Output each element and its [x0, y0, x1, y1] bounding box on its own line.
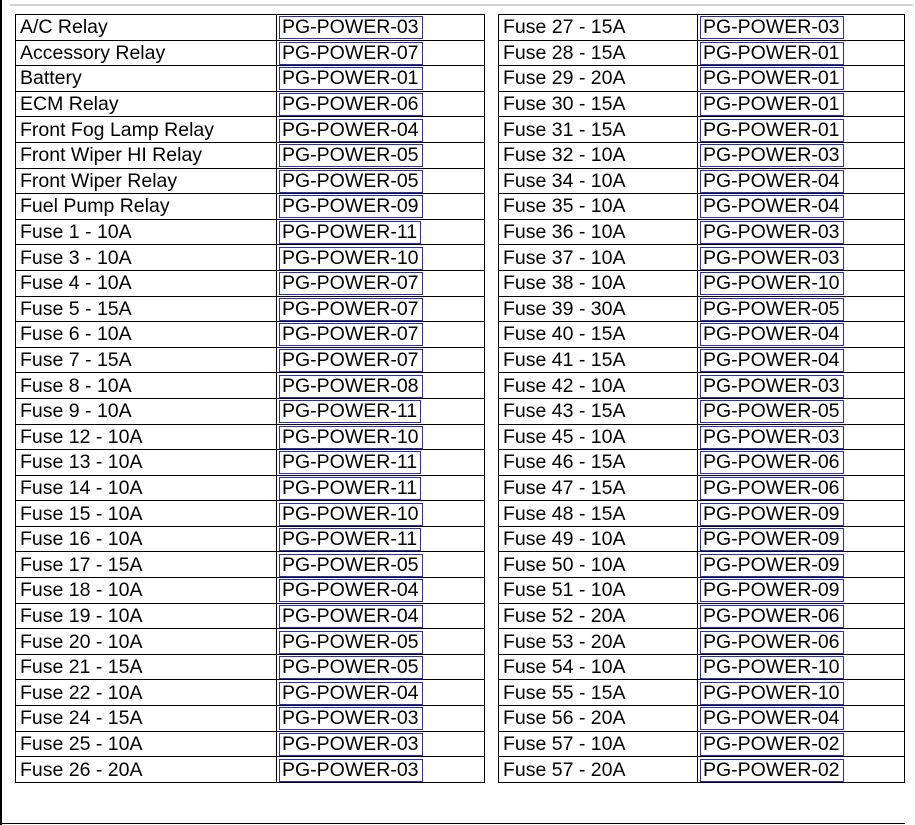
page-ref-link[interactable]: PG-POWER-11	[279, 477, 421, 500]
table-row	[16, 296, 485, 322]
component-name: Fuse 14 - 10A	[16, 475, 277, 501]
table-row	[499, 270, 905, 296]
component-name: Fuse 15 - 10A	[16, 501, 277, 527]
page-ref-link[interactable]: PG-POWER-05	[700, 400, 844, 423]
table-row	[499, 629, 905, 655]
page-ref-cell	[698, 219, 905, 245]
page-ref-link[interactable]: PG-POWER-07	[279, 323, 423, 346]
component-name: Fuse 34 - 10A	[499, 168, 698, 194]
page-ref-cell	[277, 706, 485, 732]
page-ref-link[interactable]: PG-POWER-06	[279, 93, 423, 116]
page-ref-cell	[277, 66, 485, 92]
component-name: ECM Relay	[16, 91, 277, 117]
index-table-left	[15, 14, 485, 814]
component-name: Fuse 51 - 10A	[499, 578, 698, 604]
page-ref-link[interactable]: PG-POWER-03	[279, 16, 423, 39]
page-ref-link[interactable]: PG-POWER-05	[279, 144, 423, 167]
page-ref-cell	[277, 142, 485, 168]
page-ref-cell	[277, 15, 485, 41]
page-ref-link[interactable]: PG-POWER-04	[700, 707, 844, 730]
table-row	[16, 270, 485, 296]
table-row	[499, 142, 905, 168]
component-name: Fuse 52 - 20A	[499, 603, 698, 629]
page-ref-link[interactable]: PG-POWER-09	[279, 195, 423, 218]
table-row	[16, 322, 485, 348]
component-name: Front Fog Lamp Relay	[16, 117, 277, 143]
page-ref-link[interactable]: PG-POWER-09	[700, 528, 844, 551]
page-ref-link[interactable]: PG-POWER-05	[700, 298, 844, 321]
table-row	[499, 578, 905, 604]
component-name: Fuse 49 - 10A	[499, 526, 698, 552]
page-ref-cell	[698, 552, 905, 578]
page-ref-cell	[698, 117, 905, 143]
page-ref-cell	[277, 245, 485, 271]
table-row	[499, 731, 905, 757]
page-ref-link[interactable]: PG-POWER-05	[279, 554, 423, 577]
table-row	[499, 501, 905, 527]
page-ref-link[interactable]: PG-POWER-03	[700, 221, 844, 244]
bottom-border	[0, 823, 905, 824]
table-row	[499, 680, 905, 706]
table-row	[16, 603, 485, 629]
page-ref-link[interactable]: PG-POWER-03	[279, 707, 423, 730]
page-ref-cell	[277, 450, 485, 476]
page-ref-link[interactable]: PG-POWER-06	[700, 477, 844, 500]
component-name: Fuse 31 - 15A	[499, 117, 698, 143]
page-ref-cell	[698, 526, 905, 552]
component-name: A/C Relay	[16, 15, 277, 41]
component-name: Fuse 54 - 10A	[499, 654, 698, 680]
table-row	[16, 706, 485, 732]
page-ref-cell	[698, 296, 905, 322]
component-name: Fuse 13 - 10A	[16, 450, 277, 476]
table-row	[499, 706, 905, 732]
component-name: Fuse 57 - 10A	[499, 731, 698, 757]
page-ref-cell	[698, 629, 905, 655]
index-table-right	[498, 14, 905, 814]
component-name: Front Wiper HI Relay	[16, 142, 277, 168]
page-ref-cell	[277, 654, 485, 680]
page-ref-cell	[698, 475, 905, 501]
component-name: Fuse 56 - 20A	[499, 706, 698, 732]
page-ref-link[interactable]: PG-POWER-03	[700, 247, 844, 270]
table-row	[499, 373, 905, 399]
component-name: Fuse 9 - 10A	[16, 398, 277, 424]
page-ref-cell	[277, 603, 485, 629]
page-ref-cell	[698, 680, 905, 706]
page-ref-cell	[277, 270, 485, 296]
component-name: Fuse 55 - 15A	[499, 680, 698, 706]
page-ref-link[interactable]: PG-POWER-08	[279, 375, 423, 398]
table-row	[499, 398, 905, 424]
component-name: Fuse 57 - 20A	[499, 757, 698, 783]
component-name: Fuse 25 - 10A	[16, 731, 277, 757]
table-row	[16, 117, 485, 143]
page-ref-link[interactable]: PG-POWER-07	[279, 298, 423, 321]
component-name: Fuse 7 - 15A	[16, 347, 277, 373]
table-row	[16, 219, 485, 245]
page-ref-cell	[698, 66, 905, 92]
component-name: Fuse 18 - 10A	[16, 578, 277, 604]
page-ref-link[interactable]: PG-POWER-10	[279, 503, 423, 526]
page-ref-link[interactable]: PG-POWER-03	[700, 144, 844, 167]
table-row	[16, 15, 485, 41]
table-row	[499, 219, 905, 245]
page-ref-link[interactable]: PG-POWER-03	[700, 375, 844, 398]
page-ref-link[interactable]: PG-POWER-04	[279, 682, 423, 705]
page-ref-cell	[277, 629, 485, 655]
table-row	[16, 475, 485, 501]
page-ref-link[interactable]: PG-POWER-01	[700, 67, 844, 90]
component-name: Fuse 30 - 15A	[499, 91, 698, 117]
component-name: Fuse 40 - 15A	[499, 322, 698, 348]
page-ref-link[interactable]: PG-POWER-10	[279, 426, 423, 449]
table-row	[16, 757, 485, 783]
page-ref-cell	[277, 578, 485, 604]
table-row	[499, 654, 905, 680]
page-ref-cell	[698, 91, 905, 117]
table-row	[499, 322, 905, 348]
component-name: Fuse 16 - 10A	[16, 526, 277, 552]
page-ref-link[interactable]: PG-POWER-07	[279, 349, 423, 372]
component-name: Fuse 1 - 10A	[16, 219, 277, 245]
component-name: Fuse 41 - 15A	[499, 347, 698, 373]
page-ref-cell	[277, 552, 485, 578]
page-ref-link[interactable]: PG-POWER-09	[700, 503, 844, 526]
page-ref-cell	[277, 168, 485, 194]
page-ref-cell	[277, 296, 485, 322]
table-row	[499, 91, 905, 117]
page-ref-link[interactable]: PG-POWER-01	[700, 42, 844, 65]
page-ref-cell	[277, 373, 485, 399]
component-name: Fuse 39 - 30A	[499, 296, 698, 322]
component-name: Fuse 38 - 10A	[499, 270, 698, 296]
index-table	[498, 14, 905, 783]
page-ref-cell	[277, 475, 485, 501]
component-name: Fuse 42 - 10A	[499, 373, 698, 399]
page-ref-link[interactable]: PG-POWER-03	[700, 426, 844, 449]
table-row	[16, 731, 485, 757]
page-ref-link[interactable]: PG-POWER-07	[279, 272, 423, 295]
table-row	[16, 501, 485, 527]
page-ref-cell	[698, 194, 905, 220]
page-ref-link[interactable]: PG-POWER-09	[700, 579, 844, 602]
table-row	[499, 66, 905, 92]
table-row	[16, 142, 485, 168]
page-ref-cell	[698, 398, 905, 424]
table-row	[16, 347, 485, 373]
page-ref-link[interactable]: PG-POWER-04	[279, 605, 423, 628]
table-row	[16, 245, 485, 271]
page-ref-cell	[698, 450, 905, 476]
component-name: Fuse 50 - 10A	[499, 552, 698, 578]
page-ref-link[interactable]: PG-POWER-03	[279, 759, 423, 782]
table-row	[499, 450, 905, 476]
page-ref-cell	[277, 219, 485, 245]
table-row	[16, 654, 485, 680]
component-name: Fuse 48 - 15A	[499, 501, 698, 527]
component-name: Front Wiper Relay	[16, 168, 277, 194]
page-ref-link[interactable]: PG-POWER-06	[700, 631, 844, 654]
page-ref-cell	[698, 424, 905, 450]
page-ref-link[interactable]: PG-POWER-09	[700, 554, 844, 577]
page-ref-link[interactable]: PG-POWER-04	[700, 323, 844, 346]
component-name: Fuse 47 - 15A	[499, 475, 698, 501]
page-ref-cell	[277, 40, 485, 66]
component-name: Fuel Pump Relay	[16, 194, 277, 220]
page-ref-cell	[698, 245, 905, 271]
page-ref-link[interactable]: PG-POWER-02	[700, 759, 844, 782]
page-ref-cell	[698, 40, 905, 66]
table-row	[16, 40, 485, 66]
page-ref-link[interactable]: PG-POWER-05	[279, 656, 423, 679]
component-name: Fuse 35 - 10A	[499, 194, 698, 220]
page-ref-cell	[698, 603, 905, 629]
component-name: Fuse 36 - 10A	[499, 219, 698, 245]
page-ref-cell	[277, 424, 485, 450]
page-ref-link[interactable]: PG-POWER-05	[279, 170, 423, 193]
page-ref-cell	[277, 526, 485, 552]
page-ref-link[interactable]: PG-POWER-03	[279, 733, 423, 756]
page-ref-cell	[277, 731, 485, 757]
table-row	[16, 194, 485, 220]
top-divider	[10, 4, 913, 6]
table-row	[499, 552, 905, 578]
page-ref-link[interactable]: PG-POWER-10	[700, 656, 844, 679]
table-row	[499, 603, 905, 629]
page-ref-cell	[698, 347, 905, 373]
table-row	[16, 578, 485, 604]
page-ref-link[interactable]: PG-POWER-11	[279, 451, 421, 474]
component-name: Fuse 37 - 10A	[499, 245, 698, 271]
page-ref-cell	[698, 15, 905, 41]
page-ref-cell	[698, 731, 905, 757]
page-ref-link[interactable]: PG-POWER-04	[279, 579, 423, 602]
table-row	[499, 526, 905, 552]
page-ref-cell	[698, 373, 905, 399]
page-ref-cell	[277, 194, 485, 220]
page-ref-link[interactable]: PG-POWER-11	[279, 528, 421, 551]
component-name: Fuse 24 - 15A	[16, 706, 277, 732]
page-ref-link[interactable]: PG-POWER-06	[700, 605, 844, 628]
component-name: Fuse 19 - 10A	[16, 603, 277, 629]
component-name: Fuse 43 - 15A	[499, 398, 698, 424]
page-ref-cell	[698, 706, 905, 732]
component-name: Fuse 3 - 10A	[16, 245, 277, 271]
component-name: Fuse 27 - 15A	[499, 15, 698, 41]
page-ref-cell	[698, 270, 905, 296]
page-ref-link[interactable]: PG-POWER-11	[279, 221, 421, 244]
component-name: Fuse 21 - 15A	[16, 654, 277, 680]
component-name: Fuse 29 - 20A	[499, 66, 698, 92]
component-name: Fuse 26 - 20A	[16, 757, 277, 783]
page-ref-cell	[277, 398, 485, 424]
table-row	[499, 475, 905, 501]
component-name: Fuse 12 - 10A	[16, 424, 277, 450]
page-ref-cell	[698, 578, 905, 604]
page-ref-link[interactable]: PG-POWER-04	[700, 349, 844, 372]
table-row	[16, 552, 485, 578]
page-ref-link[interactable]: PG-POWER-01	[700, 93, 844, 116]
page-ref-link[interactable]: PG-POWER-07	[279, 42, 423, 65]
page-ref-link[interactable]: PG-POWER-04	[700, 195, 844, 218]
page-ref-cell	[698, 168, 905, 194]
table-row	[16, 680, 485, 706]
page-ref-link[interactable]: PG-POWER-11	[279, 400, 421, 423]
table-row	[16, 629, 485, 655]
component-name: Fuse 20 - 10A	[16, 629, 277, 655]
page-ref-link[interactable]: PG-POWER-04	[279, 119, 423, 142]
table-row	[499, 194, 905, 220]
page-ref-link[interactable]: PG-POWER-02	[700, 733, 844, 756]
page-ref-cell	[698, 322, 905, 348]
page-ref-link[interactable]: PG-POWER-10	[279, 247, 423, 270]
table-row	[499, 424, 905, 450]
component-name: Fuse 8 - 10A	[16, 373, 277, 399]
table-row	[16, 424, 485, 450]
page-ref-link[interactable]: PG-POWER-10	[700, 272, 844, 295]
component-name: Fuse 46 - 15A	[499, 450, 698, 476]
component-name: Fuse 45 - 10A	[499, 424, 698, 450]
component-name: Accessory Relay	[16, 40, 277, 66]
page-ref-cell	[698, 654, 905, 680]
table-row	[16, 450, 485, 476]
component-name: Fuse 6 - 10A	[16, 322, 277, 348]
page-ref-link[interactable]: PG-POWER-06	[700, 451, 844, 474]
table-row	[499, 347, 905, 373]
component-name: Fuse 5 - 15A	[16, 296, 277, 322]
table-row	[16, 168, 485, 194]
page-ref-link[interactable]: PG-POWER-10	[700, 682, 844, 705]
table-row	[16, 66, 485, 92]
index-table	[15, 14, 485, 783]
page-ref-link[interactable]: PG-POWER-03	[700, 16, 844, 39]
page-ref-cell	[277, 347, 485, 373]
table-row	[499, 296, 905, 322]
table-row	[16, 91, 485, 117]
table-row	[499, 15, 905, 41]
table-row	[16, 373, 485, 399]
left-border	[0, 0, 2, 825]
page-ref-link[interactable]: PG-POWER-04	[700, 170, 844, 193]
page-ref-cell	[277, 117, 485, 143]
page-ref-link[interactable]: PG-POWER-05	[279, 631, 423, 654]
table-row	[16, 398, 485, 424]
table-row	[16, 526, 485, 552]
page-ref-cell	[277, 680, 485, 706]
component-name: Fuse 4 - 10A	[16, 270, 277, 296]
page-ref-cell	[277, 322, 485, 348]
component-name: Fuse 22 - 10A	[16, 680, 277, 706]
page-ref-cell	[277, 757, 485, 783]
page-ref-cell	[698, 142, 905, 168]
table-row	[499, 117, 905, 143]
page-ref-cell	[277, 501, 485, 527]
page-ref-link[interactable]: PG-POWER-01	[279, 67, 423, 90]
component-name: Fuse 17 - 15A	[16, 552, 277, 578]
page-ref-cell	[698, 757, 905, 783]
table-row	[499, 168, 905, 194]
table-row	[499, 245, 905, 271]
table-row	[499, 757, 905, 783]
page-ref-link[interactable]: PG-POWER-01	[700, 119, 844, 142]
component-name: Fuse 53 - 20A	[499, 629, 698, 655]
table-row	[499, 40, 905, 66]
component-name: Battery	[16, 66, 277, 92]
component-name: Fuse 32 - 10A	[499, 142, 698, 168]
page-ref-cell	[277, 91, 485, 117]
page-ref-cell	[698, 501, 905, 527]
component-name: Fuse 28 - 15A	[499, 40, 698, 66]
